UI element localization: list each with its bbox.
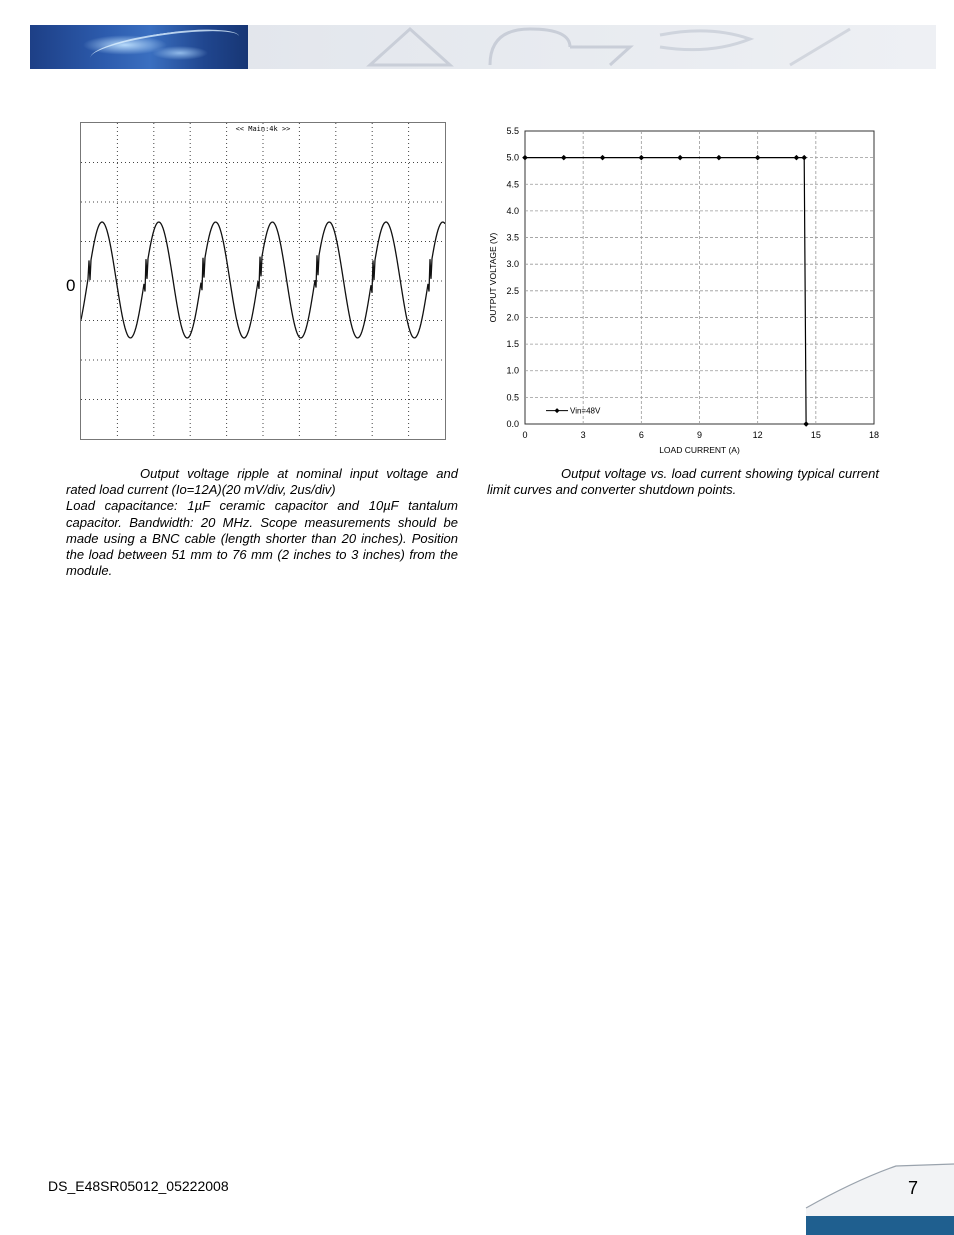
caption-ripple-line1: Output voltage ripple at nominal input voltage and rated load current (Io=12A)(20 mV/div, 2us/div) bbox=[66, 466, 458, 498]
caption-ripple bbox=[66, 466, 458, 579]
caption-ripple-line2: Load capacitance: 1µF ceramic capacitor and 10µF tantalum capacitor. Bandwidth: 20 MHz. Scope measurements should be made using a BNC cable (length shorter than 20 inches). Position the load between 51 mm to 76 mm (2 inches to 3 inches) from the module. bbox=[66, 498, 458, 579]
y-tick-label: 2.0 bbox=[506, 312, 519, 323]
y-tick-label: 4.0 bbox=[506, 205, 519, 216]
y-tick-label: 0.5 bbox=[506, 392, 519, 403]
scope-zero-marker: 0 bbox=[66, 276, 76, 295]
x-tick-label: 18 bbox=[868, 430, 880, 440]
y-axis-label: OUTPUT VOLTAGE (V) bbox=[488, 232, 498, 323]
header-swoosh bbox=[89, 25, 241, 69]
header-banner bbox=[30, 25, 936, 69]
x-tick-label: 3 bbox=[580, 430, 586, 440]
footer-accent-bar bbox=[806, 1216, 954, 1235]
oscilloscope-plot bbox=[81, 123, 445, 439]
footer-document-id: DS_E48SR05012_05222008 bbox=[48, 1178, 229, 1194]
x-tick-label: 15 bbox=[810, 430, 821, 440]
x-tick-label: 6 bbox=[638, 430, 644, 440]
x-axis-label: LOAD CURRENT (A) bbox=[659, 445, 740, 455]
caption-vout-load-text: Output voltage vs. load current showing typical current limit curves and converter shutdown points. bbox=[487, 466, 879, 498]
y-tick-label: 0.0 bbox=[506, 419, 519, 429]
y-tick-label: 3.0 bbox=[506, 259, 519, 270]
header-logo-watermark bbox=[330, 25, 930, 69]
y-tick-label: 4.5 bbox=[506, 179, 519, 190]
page-number: 7 bbox=[908, 1178, 919, 1198]
y-tick-label: 1.0 bbox=[506, 365, 519, 376]
header-photo bbox=[30, 25, 248, 69]
y-tick-label: 3.5 bbox=[506, 232, 519, 243]
vout-vs-load-chart bbox=[483, 122, 883, 466]
chart-svg bbox=[483, 122, 883, 466]
y-tick-label: 5.0 bbox=[506, 152, 519, 163]
legend-label: Vin=48V bbox=[570, 406, 601, 416]
x-tick-label: 12 bbox=[752, 430, 763, 440]
y-tick-label: 1.5 bbox=[506, 339, 519, 350]
y-tick-label: 2.5 bbox=[506, 285, 519, 296]
footer-corner-graphic bbox=[796, 1150, 954, 1235]
y-tick-label: 5.5 bbox=[506, 126, 519, 136]
oscilloscope-capture bbox=[80, 122, 446, 440]
caption-vout-load bbox=[487, 466, 879, 498]
scope-title: << Main:4k >> bbox=[235, 125, 291, 133]
x-tick-label: 0 bbox=[522, 430, 528, 440]
x-tick-label: 9 bbox=[696, 430, 703, 440]
